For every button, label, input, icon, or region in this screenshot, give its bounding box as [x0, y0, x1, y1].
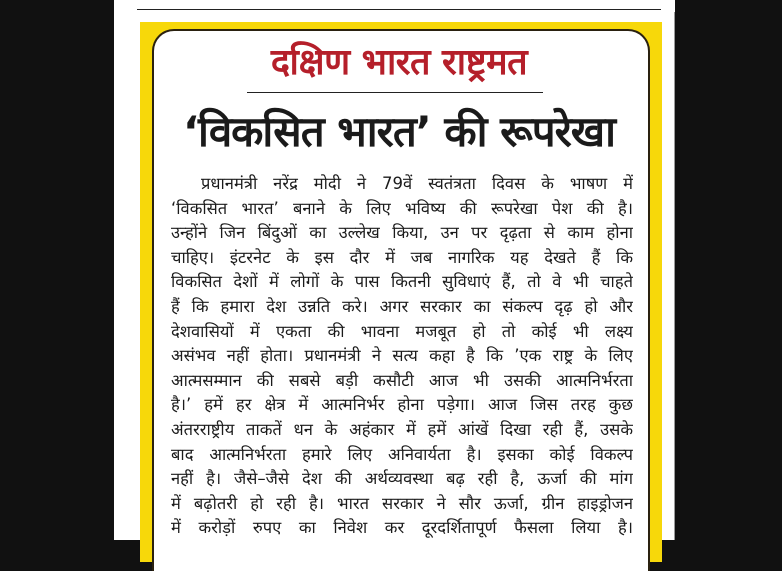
body-line: चाहिए। इंटरनेट के इस दौर में जब नागरिक यह देखते हैं कि: [171, 247, 633, 267]
body-line: आत्मसम्मान की सबसे बड़ी कसौटी आज भी उसकी आत्मनिर्भरता: [171, 370, 633, 390]
body-line: में बढ़ोतरी हो रही है। भारत सरकार ने सौर ऊर्जा, ग्रीन हाइड्रोजन: [171, 493, 633, 513]
top-rule-divider: [137, 9, 661, 10]
body-line: बाद आत्मनिर्भरता हमारे लिए अनिवार्यता है। इसका कोई विकल्प: [171, 444, 633, 464]
body-line: उन्होंने जिन बिंदुओं का उल्लेख किया, उन पर दृढ़ता से काम होना: [171, 223, 633, 243]
body-line: में करोड़ों रुपए का निवेश कर दूरदर्शितापूर्ण फैसला लिया है।: [171, 518, 633, 538]
body-line: प्रधानमंत्री नरेंद्र मोदी ने 79वें स्वतंत्रता दिवस के भाषण में: [201, 174, 633, 193]
body-line: नहीं है। जैसे–जैसे देश की अर्थव्यवस्था बढ़ रही है, ऊर्जा की मांग: [171, 469, 633, 489]
body-line: अंतरराष्ट्रीय ताकतें धन के अहंकार में हमें आंखें दिखा रही हैं, उसके: [171, 419, 633, 439]
body-line: ‘विकसित भारत’ बनाने के लिए भविष्य की रूपरेखा पेश की है।: [171, 198, 633, 218]
masthead-rule-divider: [247, 92, 543, 93]
article-headline: ‘विकसित भारत’ की रूपरेखा: [182, 107, 616, 156]
body-line: हैं कि हमारा देश उन्नति करे। अगर सरकार का संकल्प दृढ़ हो और: [171, 296, 633, 316]
article-body: [171, 172, 633, 541]
body-line: देशवासियों में एकता की भावना मजबूत हो तो कोई भी लक्ष्य: [171, 321, 633, 341]
page-edge-divider: [674, 12, 675, 540]
body-line: असंभव नहीं होता। प्रधानमंत्री ने सत्य कहा है कि ’एक राष्ट्र के लिए: [171, 346, 633, 366]
body-line: है।’ हमें हर क्षेत्र में आत्मनिर्भर होना पड़ेगा। आज जिस तरह कुछ: [171, 395, 633, 415]
masthead-title: दक्षिण भारत राष्ट्रमत: [270, 42, 528, 83]
body-line: विकसित देशों में लोगों के पास कितनी सुविधाएं हैं, तो वे भी चाहते: [171, 272, 633, 292]
